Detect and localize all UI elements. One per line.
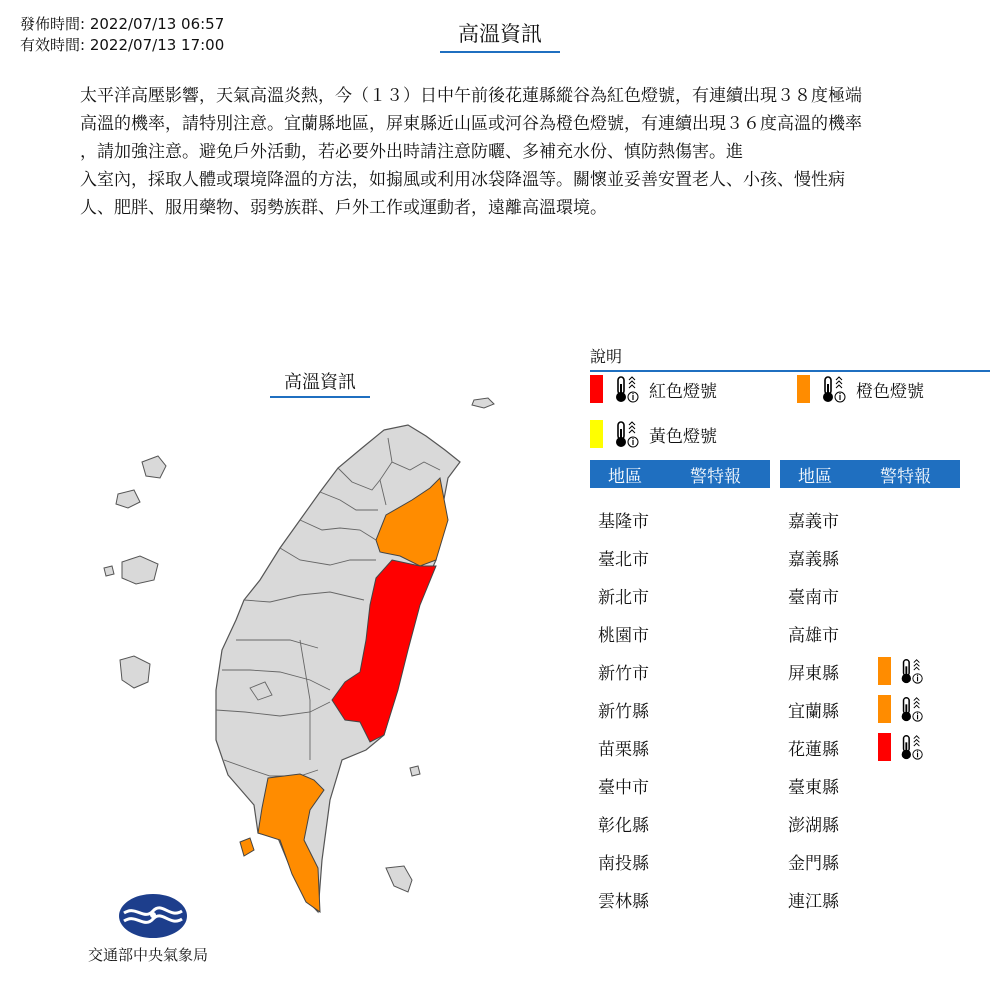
- map-title: 高溫資訊: [270, 368, 370, 398]
- table-row: [788, 728, 925, 766]
- island-liuqiu: [240, 838, 254, 856]
- table-row: [788, 804, 878, 842]
- region-name: 嘉義市: [788, 511, 839, 532]
- region-name: 高雄市: [788, 625, 839, 646]
- cwb-logo-icon: [118, 893, 188, 939]
- col-region: 地區: [798, 466, 832, 487]
- table-row: [598, 766, 688, 804]
- region-name: 宜蘭縣: [788, 701, 839, 722]
- page-title: 高溫資訊: [440, 18, 560, 53]
- valid-time: 有效時間: 2022/07/13 17:00: [20, 36, 225, 54]
- thermometer-icon: [897, 656, 925, 686]
- table-header-left: [590, 460, 770, 488]
- table-row: [598, 804, 688, 842]
- island-ludao: [410, 766, 420, 776]
- island-penghu: [122, 556, 158, 584]
- region-name: 臺中市: [598, 777, 649, 798]
- description-line: ，請加強注意。避免戶外活動，若必要外出時請注意防曬、多補充水份、慎防熱傷害。進: [80, 142, 743, 162]
- table-row: [598, 690, 688, 728]
- issue-info: [20, 14, 224, 56]
- thermometer-icon: [897, 732, 925, 762]
- table-row: [598, 652, 688, 690]
- table-row: [788, 652, 925, 690]
- island-penghu: [116, 490, 140, 508]
- island-penghu: [104, 566, 114, 576]
- table-row: [788, 538, 878, 576]
- table-row: [788, 576, 878, 614]
- table-row: [598, 728, 688, 766]
- alert-swatch: [878, 657, 891, 685]
- description: [80, 82, 920, 222]
- taiwan-map: [100, 395, 500, 920]
- legend-item-yellow: [590, 419, 717, 449]
- thermometer-icon: [611, 419, 641, 449]
- description-line: 入室內，採取人體或環境降溫的方法，如搧風或利用冰袋降溫等。關懷並妥善安置老人、小孩、慢性病: [80, 170, 845, 190]
- region-name: 連江縣: [788, 891, 839, 912]
- region-name: 苗栗縣: [598, 739, 649, 760]
- alert-marker: [878, 732, 925, 762]
- description-line: 太平洋高壓影響，天氣高溫炎熱，今（１３）日中午前後花蓮縣縱谷為紅色燈號，有連續出現３８度極端: [80, 86, 862, 106]
- table-row: [788, 766, 878, 804]
- region-name: 臺北市: [598, 549, 649, 570]
- region-name: 彰化縣: [598, 815, 649, 836]
- region-name: 雲林縣: [598, 891, 649, 912]
- table-row: [598, 576, 688, 614]
- issue-time: 發佈時間: 2022/07/13 06:57: [20, 15, 225, 33]
- table-row: [788, 842, 878, 880]
- table-row: [788, 690, 925, 728]
- island-penghu: [120, 656, 150, 688]
- alert-swatch: [878, 695, 891, 723]
- region-name: 南投縣: [598, 853, 649, 874]
- table-row: [598, 500, 688, 538]
- legend-item-red: [590, 374, 717, 404]
- table-row: [598, 880, 688, 918]
- legend-swatch: [797, 375, 810, 403]
- legend-label: 黃色燈號: [649, 426, 717, 447]
- legend-title: 說明: [590, 344, 990, 372]
- description-line: 人、肥胖、服用藥物、弱勢族群、戶外工作或運動者，遠離高溫環境。: [80, 198, 607, 218]
- region-name: 嘉義縣: [788, 549, 839, 570]
- region-name: 屏東縣: [788, 663, 839, 684]
- island-penghu: [142, 456, 166, 478]
- region-name: 新竹市: [598, 663, 649, 684]
- region-name: 臺東縣: [788, 777, 839, 798]
- table-row: [598, 538, 688, 576]
- alert-swatch: [878, 733, 891, 761]
- region-name: 花蓮縣: [788, 739, 839, 760]
- table-row: [788, 880, 878, 918]
- region-name: 澎湖縣: [788, 815, 839, 836]
- agency-name: 交通部中央氣象局: [88, 946, 209, 964]
- table-row: [598, 842, 688, 880]
- island-guishan: [472, 398, 494, 408]
- legend-swatch: [590, 375, 603, 403]
- region-name: 金門縣: [788, 853, 839, 874]
- table-row: [598, 614, 688, 652]
- col-alert: 警特報: [690, 466, 741, 487]
- table-header-right: [780, 460, 960, 488]
- description-line: 高溫的機率，請特別注意。宜蘭縣地區，屏東縣近山區或河谷為橙色燈號，有連續出現３６度高溫的機率: [80, 114, 862, 134]
- legend-label: 橙色燈號: [856, 381, 924, 402]
- thermometer-icon: [818, 374, 848, 404]
- island-lanyu: [386, 866, 412, 892]
- table-row: [788, 614, 878, 652]
- thermometer-icon: [897, 694, 925, 724]
- thermometer-icon: [611, 374, 641, 404]
- table-row: [788, 500, 878, 538]
- region-name: 桃園市: [598, 625, 649, 646]
- col-alert: 警特報: [880, 466, 931, 487]
- col-region: 地區: [608, 466, 642, 487]
- legend-item-orange: [797, 374, 924, 404]
- legend-label: 紅色燈號: [649, 381, 717, 402]
- legend-swatch: [590, 420, 603, 448]
- alert-marker: [878, 656, 925, 686]
- alert-marker: [878, 694, 925, 724]
- region-name: 新北市: [598, 587, 649, 608]
- region-name: 基隆市: [598, 511, 649, 532]
- region-name: 新竹縣: [598, 701, 649, 722]
- region-name: 臺南市: [788, 587, 839, 608]
